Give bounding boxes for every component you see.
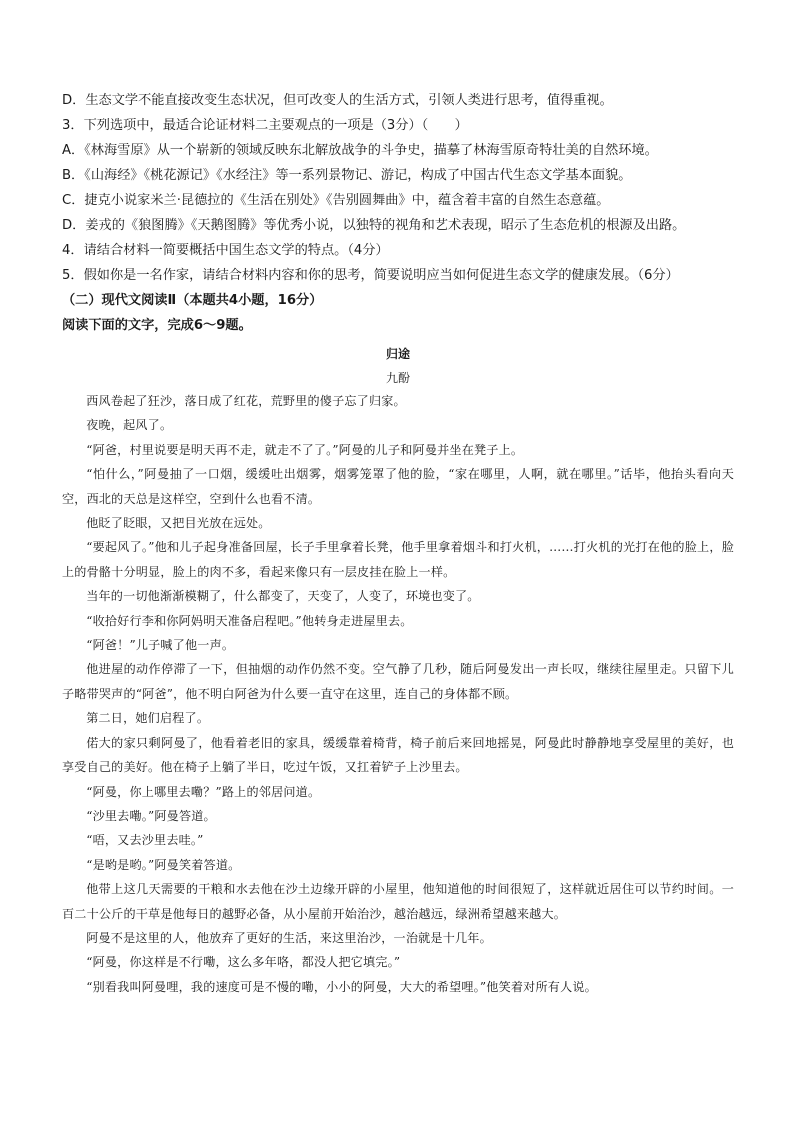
- q3-option-b: B．《山海经》《桃花源记》《水经注》等一系列景物记、游记，构成了中国古代生态文学基本面貌。: [62, 168, 632, 183]
- story-paragraph: “沙里去嘞。”阿曼答道。: [86, 808, 216, 823]
- q5: 5．假如你是一名作家，请结合材料内容和你的思考，简要说明应当如何促进生态文学的健康发展。（6分）: [62, 268, 679, 283]
- q3-option-d: D．姜戎的《狼图腾》《天鹅图腾》等优秀小说，以独特的视角和艺术表现，昭示了生态危机的根源及出路。: [62, 218, 686, 233]
- story-paragraph: “怕什么，”阿曼抽了一口烟，缓缓吐出烟雾，烟雾笼罩了他的脸，“家在哪里，人啊，就在哪里。”话毕，他抬头看向天空，西北的天总是这样空，空到什么也看不清。: [62, 467, 734, 506]
- story-paragraph: 第二日，她们启程了。: [86, 711, 210, 726]
- story-paragraph: “阿爸！”儿子喊了他一声。: [86, 638, 235, 653]
- document-page: [62, 88, 734, 999]
- story-author: 九酚: [385, 371, 410, 385]
- story-paragraph: 偌大的家只剩阿曼了，他看着老旧的家具，缓缓靠着椅背，椅子前后来回地摇晃，阿曼此时静静地享受屋里的美好，也享受自己的美好。他在椅子上躺了半日，吃过午饭，又扛着铲子上沙里去。: [62, 735, 734, 775]
- story-title: 归途: [385, 347, 410, 361]
- q3-stem: 3．下列选项中，最适合论证材料二主要观点的一项是（3分）（ ）: [62, 118, 468, 133]
- story-paragraph: “阿爸，村里说要是明天再不走，就走不了了。”阿曼的儿子和阿曼并坐在凳子上。: [86, 442, 524, 457]
- q3-option-c: C．捷克小说家米兰·昆德拉的《生活在别处》《告别圆舞曲》中，蕴含着丰富的自然生态意蕴。: [62, 193, 610, 208]
- story-paragraph: “唔，又去沙里去哇。”: [86, 833, 204, 848]
- q2-option-d: D．生态文学不能直接改变生态状况，但可改变人的生活方式，引领人类进行思考，值得重视。: [62, 93, 613, 108]
- story-paragraph: “收拾好行李和你阿妈明天准备启程吧。”他转身走进屋里去。: [86, 613, 413, 628]
- story: [62, 342, 734, 999]
- section-heading: （二）现代文阅读Ⅱ（本题共4小题，16分）: [62, 293, 323, 308]
- story-paragraph: 西风卷起了狂沙，落日成了红花，荒野里的傻子忘了归家。: [86, 394, 406, 408]
- story-paragraph: 阿曼不是这里的人，他放弃了更好的生活，来这里治沙，一治就是十几年。: [86, 930, 492, 945]
- story-paragraph: 当年的一切他渐渐模糊了，什么都变了，天变了，人变了，环境也变了。: [86, 589, 480, 604]
- q3-option-a: A．《林海雪原》从一个崭新的领域反映东北解放战争的斗争史，描摹了林海雪原奇特壮美的自然环境。: [62, 143, 658, 158]
- story-paragraph: 夜晚，起风了。: [86, 418, 173, 433]
- story-paragraph: “阿曼，你上哪里去嘞？”路上的邻居问道。: [86, 784, 321, 799]
- story-paragraph: 他带上这几天需要的干粮和水去他在沙土边缘开辟的小屋里，他知道他的时间很短了，这样就近居住可以节约时间。一百二十公斤的干草是他每日的越野必备，从小屋前开始治沙，越治越远，绿洲希望越来越大。: [62, 882, 734, 921]
- story-paragraph: “要起风了。”他和儿子起身准备回屋，长子手里拿着长凳，他手里拿着烟斗和打火机，……打火机的光打在他的脸上，脸上的骨骼十分明显，脸上的肉不多，看起来像只有一层皮挂在脸上一样。: [62, 540, 734, 579]
- story-paragraph: 他进屋的动作停滞了一下，但抽烟的动作仍然不变。空气静了几秒，随后阿曼发出一声长叹，继续往屋里走。只留下儿子略带哭声的“阿爸”，他不明白阿爸为什么要一直守在这里，连自己的身体都不顾。: [62, 662, 734, 701]
- story-paragraph: 他眨了眨眼，又把目光放在远处。: [86, 516, 271, 531]
- q4: 4．请结合材料一简要概括中国生态文学的特点。（4分）: [62, 243, 389, 258]
- story-paragraph: “阿曼，你这样是不行嘞，这么多年咯，都没人把它填完。”: [86, 955, 401, 970]
- story-paragraph: “是哟是哟。”阿曼笑着答道。: [86, 857, 241, 872]
- section-instruction: 阅读下面的文字，完成6～9题。: [62, 318, 252, 333]
- story-paragraph: “别看我叫阿曼哩，我的速度可是不慢的嘞，小小的阿曼，大大的希望哩。”他笑着对所有人说。: [86, 979, 597, 994]
